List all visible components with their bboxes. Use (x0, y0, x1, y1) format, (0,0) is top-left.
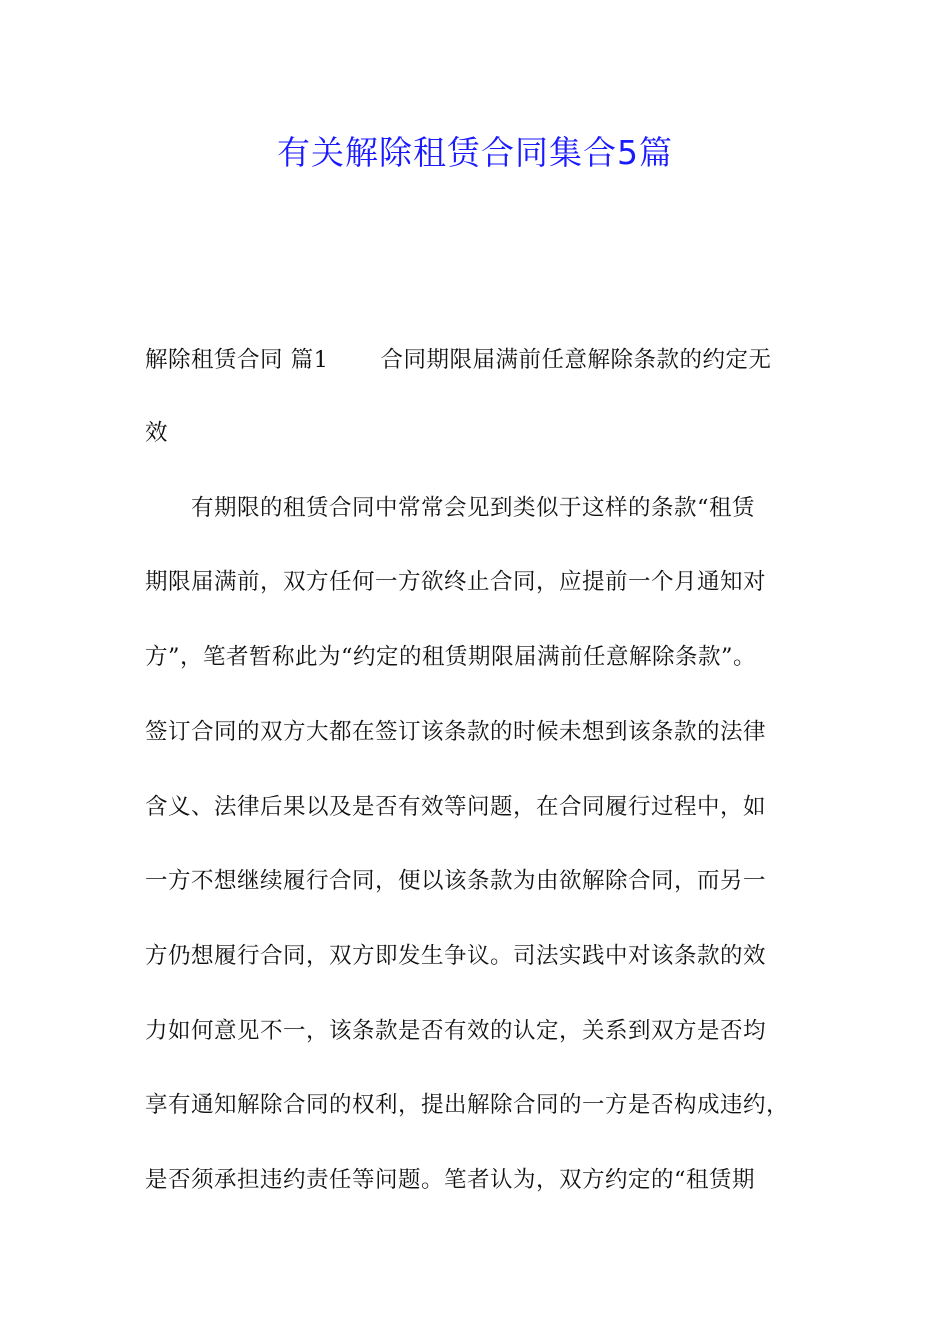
paragraph-line: 签订合同的双方大都在签订该条款的时候未想到该条款的法律 (145, 719, 767, 745)
paragraph-line: 是否须承担违约责任等问题。笔者认为，双方约定的“租赁期 (145, 1167, 756, 1193)
paragraph-line: 期限届满前，双方任何一方欲终止合同，应提前一个月通知对 (145, 569, 767, 595)
paragraph-line: 有期限的租赁合同中常常会见到类似于这样的条款“租赁 (145, 495, 756, 521)
paragraph-line: 力如何意见不一，该条款是否有效的认定，关系到双方是否均 (145, 1018, 767, 1044)
document-title: 有关解除租赁合同集合5篇 (277, 133, 673, 172)
paragraph-line: 享有通知解除合同的权利，提出解除合同的一方是否构成违约， (145, 1092, 790, 1118)
paragraph-line: 方”，笔者暂称此为“约定的租赁期限届满前任意解除条款”。 (145, 644, 757, 670)
paragraph-line: 方仍想履行合同，双方即发生争议。司法实践中对该条款的效 (145, 943, 767, 969)
section-heading-label: 解除租赁合同 篇1 (145, 347, 329, 373)
section-heading-subtitle-continued: 效 (145, 420, 169, 446)
paragraph-line: 一方不想继续履行合同，便以该条款为由欲解除合同，而另一 (145, 868, 767, 894)
section-heading-line (145, 342, 771, 378)
section-heading-subtitle: 合同期限届满前任意解除条款的约定无 (380, 347, 772, 373)
paragraph-line: 含义、法律后果以及是否有效等问题，在合同履行过程中，如 (145, 794, 767, 820)
